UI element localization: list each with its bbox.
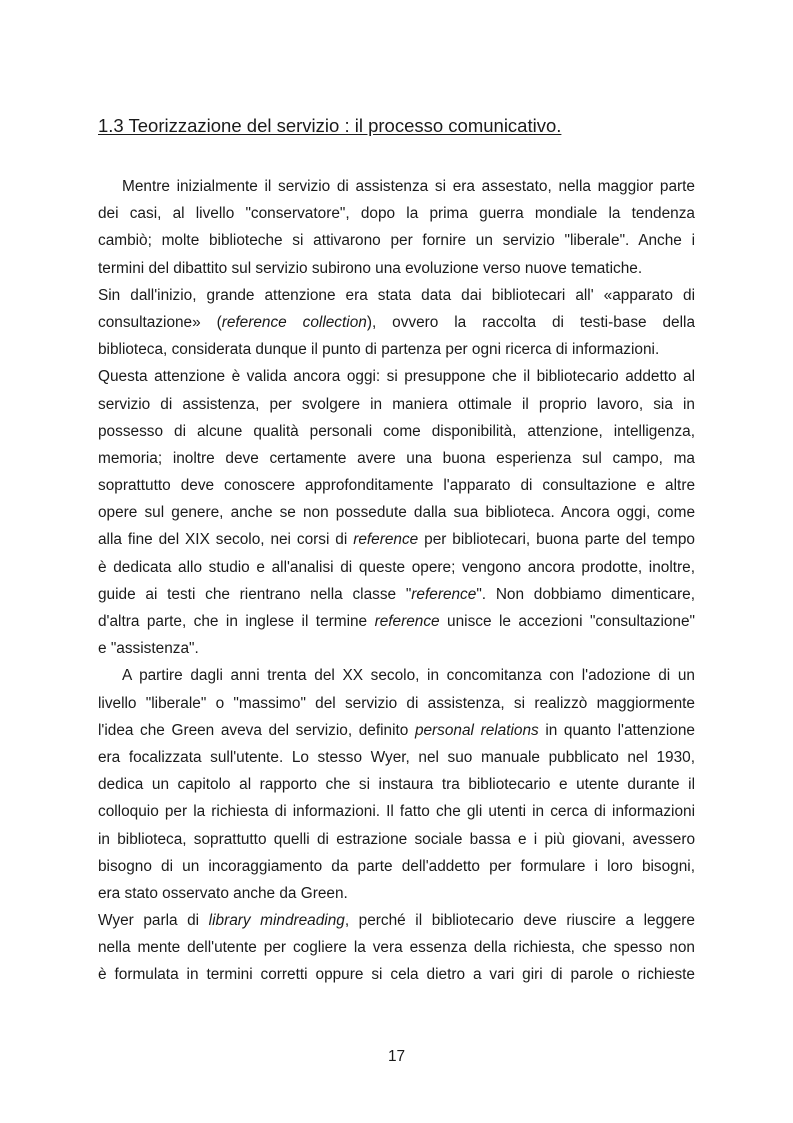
text-segment: alla fine del XIX secolo, nei corsi di — [98, 531, 354, 549]
text-segment: Mentre inizialmente il servizio di assistenza si era assestato, nella maggior parte — [122, 178, 695, 195]
text-segment: in quanto l'attenzione — [538, 721, 695, 739]
text-segment: memoria; inoltre deve certamente avere una buona esperienza sul campo, ma — [98, 449, 695, 467]
text-line — [98, 961, 695, 988]
text-line — [98, 798, 695, 825]
text-line — [98, 418, 695, 445]
text-line — [98, 499, 695, 526]
text-line — [98, 200, 695, 227]
text-line — [98, 608, 695, 635]
text-segment: livello "liberale" o "massimo" del servizio di assistenza, si realizzò maggiormente — [98, 694, 695, 712]
text-segment: ), ovvero la raccolta di testi-base della — [366, 313, 695, 331]
italic-term: reference — [411, 585, 477, 603]
text-segment: servizio di assistenza, per svolgere in maniera ottimale il proprio lavoro, sia in — [98, 395, 695, 413]
text-segment: Sin dall'inizio, grande attenzione era stata data dai bibliotecari all' «apparato di — [98, 286, 695, 304]
text-line — [98, 526, 695, 553]
text-segment: A partire dagli anni trenta del XX secolo, in concomitanza con l'adozione di un — [122, 667, 695, 685]
text-segment: nella mente dell'utente per cogliere la vera essenza della richiesta, che spesso non — [98, 939, 695, 957]
text-segment: Wyer parla di — [98, 912, 209, 930]
text-segment: dei casi, al livello "conservatore", dopo la prima guerra mondiale la tendenza — [98, 205, 695, 223]
text-line — [98, 635, 695, 662]
text-line — [98, 581, 695, 608]
text-segment: soprattutto deve conoscere approfonditamente l'apparato di consultazione e altre — [98, 477, 695, 495]
text-line — [98, 363, 695, 390]
text-line — [98, 744, 695, 771]
text-line — [98, 391, 695, 418]
text-line — [98, 255, 695, 282]
text-line — [98, 662, 695, 689]
text-segment: d'altra parte, che in inglese il termine — [98, 613, 375, 630]
text-segment: opere sul genere, anche se non possedute dalla sua biblioteca. Ancora oggi, come — [98, 504, 695, 522]
text-line — [98, 472, 695, 499]
italic-term: reference — [374, 613, 440, 630]
text-segment: consultazione» ( — [98, 313, 222, 331]
text-line — [98, 907, 695, 934]
text-segment: cambiò; molte biblioteche si attivarono per fornire un servizio "liberale". Anche i — [98, 232, 695, 250]
italic-term: reference collection — [221, 313, 367, 331]
text-segment: guide ai testi che rientrano nella classe " — [98, 585, 412, 603]
text-line — [98, 336, 695, 363]
text-segment: ". Non dobbiamo dimenticare, — [476, 585, 695, 603]
text-line — [98, 690, 695, 717]
text-segment: l'idea che Green aveva del servizio, definito — [98, 721, 415, 739]
text-segment: unisce le accezioni "consultazione" — [439, 613, 695, 630]
text-line — [98, 771, 695, 798]
text-segment: bisogno di un incoraggiamento da parte dell'addetto per formulare i loro bisogni, — [98, 857, 695, 875]
text-line — [98, 309, 695, 336]
text-line — [98, 554, 695, 581]
text-segment: , perché il bibliotecario deve riuscire a leggere — [344, 912, 695, 930]
text-segment: colloquio per la richiesta di informazioni. Il fatto che gli utenti in cerca di informazioni — [98, 803, 695, 821]
text-segment: Questa attenzione è valida ancora oggi: si presuppone che il bibliotecario addetto al — [98, 368, 695, 386]
text-segment: dedica un capitolo al rapporto che si instaura tra bibliotecario e utente durante il — [98, 776, 695, 794]
text-segment: è formulata in termini corretti oppure si cela dietro a vari giri di parole o richieste — [98, 966, 695, 984]
text-segment: e "assistenza". — [98, 640, 199, 658]
text-line — [98, 826, 695, 853]
text-line — [98, 227, 695, 254]
page-number: 17 — [387, 1048, 406, 1065]
text-segment: possesso di alcune qualità personali come disponibilità, attenzione, intelligenza, — [98, 422, 695, 440]
text-segment: era stato osservato anche da Green. — [98, 884, 348, 902]
text-line — [98, 173, 695, 200]
text-segment: in biblioteca, soprattutto quelli di estrazione sociale bassa e i più giovani, avessero — [98, 830, 695, 848]
text-segment: biblioteca, considerata dunque il punto di partenza per ogni ricerca di informazioni. — [98, 341, 660, 359]
text-line — [98, 717, 695, 744]
text-line — [98, 934, 695, 961]
text-line — [98, 282, 695, 309]
text-segment: per bibliotecari, buona parte del tempo — [418, 531, 695, 549]
text-segment: termini del dibattito sul servizio subirono una evoluzione verso nuove tematiche. — [98, 259, 643, 277]
italic-term: library mindreading — [208, 912, 345, 930]
text-line — [98, 853, 695, 880]
body-text — [98, 173, 695, 989]
text-segment: era focalizzata sull'utente. Lo stesso Wyer, nel suo manuale pubblicato nel 1930, — [98, 748, 695, 766]
text-line — [98, 880, 695, 907]
text-segment: è dedicata allo studio e all'analisi di queste opere; vengono ancora prodotte, inoltre, — [98, 558, 695, 576]
italic-term: reference — [353, 531, 419, 549]
italic-term: personal relations — [414, 721, 539, 739]
section-heading: 1.3 Teorizzazione del servizio : il processo comunicativo. — [98, 115, 562, 136]
text-line — [98, 445, 695, 472]
